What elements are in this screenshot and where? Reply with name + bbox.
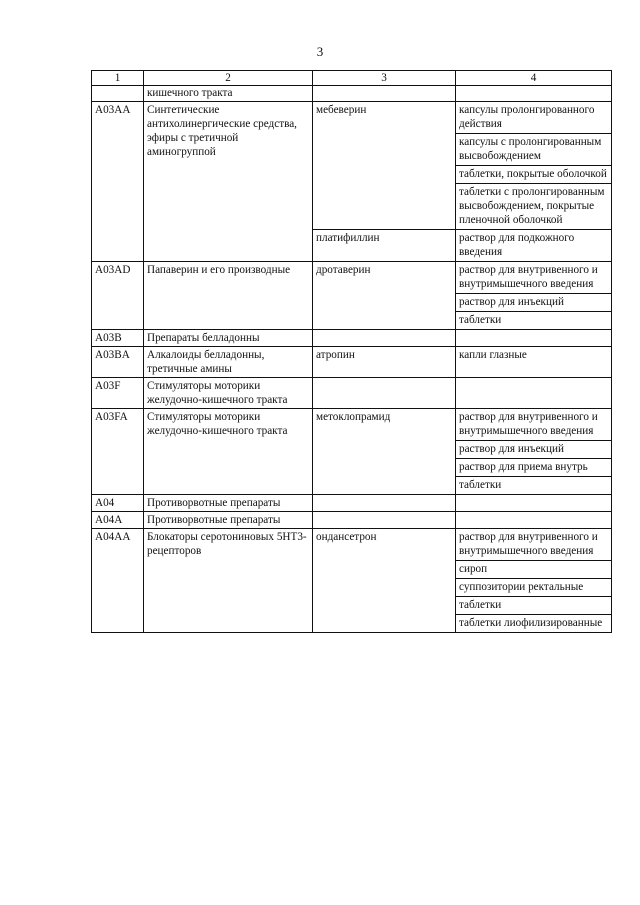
inn-name: мебеверин (313, 102, 456, 230)
group-name: Блокаторы серотониновых 5HT3-рецепторов (144, 529, 313, 633)
header-row (92, 71, 612, 86)
table-row (92, 102, 612, 230)
inn-name: платифиллин (313, 230, 456, 262)
table-row (92, 512, 612, 529)
group-name: Синтетические антихолинергические средства, эфиры с третичной аминогруппой (144, 102, 313, 262)
column-header-code: 1 (92, 71, 144, 86)
dosage-form-item: раствор для внутривенного и внутримышечного введения (456, 262, 611, 294)
dosage-forms (456, 378, 612, 409)
atc-code: A04A (92, 512, 144, 529)
table-row (92, 529, 612, 633)
dosage-form-item: раствор для подкожного введения (459, 232, 575, 258)
inn-name: атропин (313, 347, 456, 378)
atc-code: A04 (92, 495, 144, 512)
inn-name (313, 378, 456, 409)
table-row (92, 330, 612, 347)
dosage-forms (456, 512, 612, 529)
atc-code (92, 86, 144, 102)
page-number: 3 (316, 44, 324, 59)
inn-name: ондансетрон (313, 529, 456, 633)
inn-name (313, 86, 456, 102)
table-row (92, 347, 612, 378)
group-name: Стимуляторы моторики желудочно-кишечного тракта (144, 409, 313, 495)
group-name: Алкалоиды белладонны, третичные амины (144, 347, 313, 378)
dosage-forms (456, 86, 612, 102)
inn-name: дротаверин (313, 262, 456, 330)
dosage-form-item: раствор для внутривенного и внутримышечного введения (456, 529, 611, 561)
dosage-forms (456, 230, 612, 262)
group-name: Противорвотные препараты (144, 495, 313, 512)
inn-name (313, 495, 456, 512)
dosage-form-item: раствор для инъекций (456, 441, 611, 459)
table-row (92, 378, 612, 409)
dosage-form-item: таблетки лиофилизированные (459, 617, 603, 629)
dosage-form-item: суппозитории ректальные (456, 579, 611, 597)
atc-code: A03FA (92, 409, 144, 495)
dosage-form-item: раствор для внутривенного и внутримышечного введения (456, 409, 611, 441)
atc-code: A04AA (92, 529, 144, 633)
dosage-form-item: таблетки (459, 479, 502, 491)
table-row (92, 262, 612, 330)
dosage-forms (456, 262, 612, 330)
group-name: Противорвотные препараты (144, 512, 313, 529)
inn-name (313, 330, 456, 347)
atc-code: A03AD (92, 262, 144, 330)
dosage-form-item: раствор для приема внутрь (456, 459, 611, 477)
dosage-forms (456, 347, 612, 378)
dosage-form-item: капсулы с пролонгированным высвобождением (456, 134, 611, 166)
dosage-form-item: раствор для инъекций (456, 294, 611, 312)
atc-code: A03BA (92, 347, 144, 378)
column-header-form: 4 (456, 71, 612, 86)
dosage-form-item: таблетки (456, 597, 611, 615)
dosage-form-item: таблетки с пролонгированным высвобождением, покрытые пленочной оболочкой (459, 186, 605, 226)
drug-classification-table (91, 70, 612, 633)
dosage-forms (456, 529, 612, 633)
group-name: Папаверин и его производные (144, 262, 313, 330)
dosage-form-item: капли глазные (459, 349, 527, 361)
atc-code: A03F (92, 378, 144, 409)
atc-code: A03B (92, 330, 144, 347)
dosage-forms (456, 495, 612, 512)
inn-name (313, 512, 456, 529)
dosage-forms (456, 330, 612, 347)
dosage-form-item: капсулы пролонгированного действия (456, 102, 611, 134)
inn-name: метоклопрамид (313, 409, 456, 495)
table-row (92, 86, 612, 102)
group-name: Стимуляторы моторики желудочно-кишечного тракта (144, 378, 313, 409)
dosage-form-item: таблетки (459, 314, 502, 326)
table-row (92, 409, 612, 495)
atc-code: A03AA (92, 102, 144, 262)
dosage-form-item: сироп (456, 561, 611, 579)
group-name: кишечного тракта (144, 86, 313, 102)
dosage-form-item: таблетки, покрытые оболочкой (456, 166, 611, 184)
dosage-forms (456, 409, 612, 495)
column-header-inn: 3 (313, 71, 456, 86)
group-name: Препараты белладонны (144, 330, 313, 347)
dosage-forms (456, 102, 612, 230)
table-row (92, 495, 612, 512)
column-header-group: 2 (144, 71, 313, 86)
